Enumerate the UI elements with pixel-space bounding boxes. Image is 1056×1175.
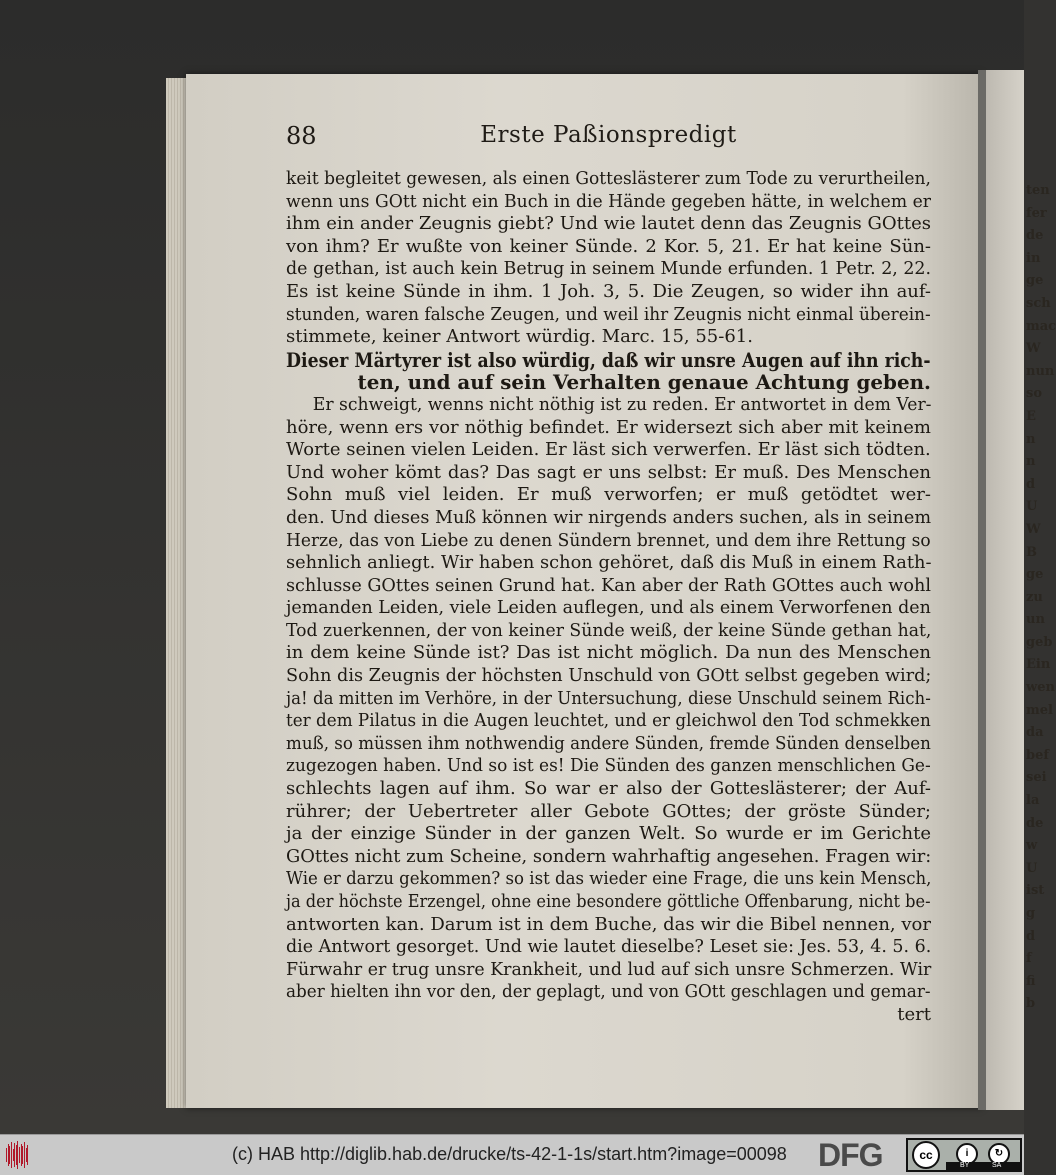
dfg-logo: DFG xyxy=(818,1137,883,1173)
text-line: antworten kan. Darum ist in dem Buche, das wir die Bibel nennen, vor xyxy=(286,913,931,935)
text-line: schlechts lagen auf ihm. So war er also der Gotteslästerer; der Auf- xyxy=(286,778,931,800)
text-line: aber hielten ihn vor den, der geplagt, und von GOtt geschlagen und gemar- xyxy=(286,981,931,1003)
text-line: de gethan, ist auch kein Betrug in seinem Munde erfunden. 1 Petr. 2, 22. xyxy=(286,258,932,280)
right-page-fragment: n xyxy=(1026,454,1036,470)
text-line: schlusse GOttes seinen Grund hat. Kan aber der Rath GOttes auch wohl xyxy=(286,574,931,596)
right-page-fragment: zu xyxy=(1026,589,1043,605)
right-page-fragment: la xyxy=(1026,793,1040,809)
book-page-right xyxy=(986,70,1056,1110)
right-page-fragment: da xyxy=(1026,725,1044,741)
right-page-fragment: ten xyxy=(1026,183,1050,198)
right-page-fragment: E xyxy=(1026,408,1036,424)
text-line: wenn uns GOtt nicht ein Buch in die Hände gegeben hätte, in welchem er xyxy=(286,190,932,212)
text-line: Und woher kömt das? Das sagt er uns selbst: Er muß. Des Menschen xyxy=(286,461,931,483)
right-page-fragment: U xyxy=(1026,499,1038,515)
text-line: höre, wenn ers vor nöthig befindet. Er widersezt sich aber mit keinem xyxy=(286,416,931,438)
text-line: Es ist keine Sünde in ihm. 1 Joh. 3, 5. Die Zeugen, so wider ihn auf- xyxy=(286,280,931,302)
catchword: tert xyxy=(897,1003,931,1025)
right-page-fragment: fi xyxy=(1026,973,1036,989)
right-page-fragment: fer xyxy=(1026,205,1047,221)
hab-logo-icon xyxy=(6,1141,28,1169)
text-line: muß, so müssen ihm nothwendig andere Sünden, fremde Sünden denselben xyxy=(286,732,931,754)
right-page-fragment: W xyxy=(1026,521,1041,537)
text-line: ja der einzige Sünder in der ganzen Welt. So wurde er im Gerichte xyxy=(286,823,931,845)
text-line: sehnlich anliegt. Wir haben schon gehöret, daß dis Muß in einem Rath- xyxy=(286,552,932,574)
text-line: ja der höchste Erzengel, ohne eine besondere göttliche Offenbarung, nicht be- xyxy=(286,891,931,912)
text-line: stunden, waren falsche Zeugen, und weil ihr Zeugnis nicht einmal überein- xyxy=(286,303,931,325)
cc-license-badge[interactable] xyxy=(906,1138,1022,1172)
book-gutter xyxy=(978,70,986,1110)
text-line: den. Und dieses Muß können wir nirgends anders suchen, als in seinem xyxy=(286,506,932,528)
text-line: Er schweigt, wenns nicht nöthig ist zu reden. Er antwortet in dem Ver- xyxy=(312,393,932,415)
footer-bar xyxy=(0,1134,1024,1175)
right-page-fragment: g xyxy=(1026,906,1036,921)
share-alike-icon: ↻ xyxy=(988,1143,1010,1165)
right-page-fragment: wen xyxy=(1026,680,1055,696)
right-page-fragment: W xyxy=(1026,341,1041,357)
right-page-fragment: b xyxy=(1026,996,1036,1012)
right-page-text xyxy=(986,180,1056,1016)
page-header xyxy=(286,122,931,152)
right-page-fragment: de xyxy=(1026,228,1044,244)
text-line: Herze, das von Liebe zu denen Sündern brennet, und dem ihre Rettung so xyxy=(286,529,931,551)
right-page-fragment: ist xyxy=(1026,883,1045,899)
running-title: Erste Paßionspredigt xyxy=(480,122,737,148)
text-line: von ihm? Er wußte von keiner Sünde. 2 Kor. 5, 21. Er hat keine Sün- xyxy=(286,235,931,257)
text-line: GOttes nicht zum Scheine, sondern wahrhaftig angesehen. Fragen wir: xyxy=(286,845,932,867)
right-page-fragment: geb xyxy=(1026,634,1053,650)
text-line: jemanden Leiden, viele Leiden auflegen, und als einem Verworfenen den xyxy=(286,597,931,619)
text-line: Fürwahr er trug unsre Krankheit, und lud auf sich unsre Schmerzen. Wir xyxy=(286,958,932,980)
right-page-fragment: d xyxy=(1026,928,1036,944)
text-line: keit begleitet gewesen, als einen Gotteslästerer zum Tode zu verurtheilen, xyxy=(286,168,931,189)
text-line: in dem keine Sünde ist? Das ist nicht möglich. Da nun des Menschen xyxy=(286,642,931,664)
license-strip xyxy=(946,1162,1020,1170)
text-line: zugezogen haben. Und so ist es! Die Sünden des ganzen menschlichen Ge- xyxy=(286,755,931,777)
text-line: Tod zuerkennen, der von keiner Sünde weiß, der keine Sünde gethan hat, xyxy=(286,619,932,641)
right-page-fragment: d xyxy=(1026,476,1036,492)
right-page-fragment: de xyxy=(1026,815,1044,831)
right-page-fragment: f xyxy=(1026,951,1032,967)
right-page-fragment: ge xyxy=(1026,567,1044,583)
section-heading-line: Dieser Märtyrer ist also würdig, daß wir unsre Augen auf ihn rich- xyxy=(286,347,931,372)
license-sa-label: SA xyxy=(992,1162,1002,1169)
right-page-fragment: B xyxy=(1026,544,1037,560)
text-line: ihm ein ander Zeugnis giebt? Und wie lautet denn das Zeugnis GOttes xyxy=(286,213,931,235)
right-page-fragment: mel xyxy=(1026,702,1053,718)
right-page-fragment: Ein xyxy=(1026,657,1051,673)
citation-link[interactable]: (c) HAB http://diglib.hab.de/drucke/ts-42-1-1s/start.htm?image=00098 xyxy=(232,1144,787,1164)
text-line: ja! da mitten im Verhöre, in der Untersuchung, diese Unschuld seinem Rich- xyxy=(286,687,931,709)
right-page-fragment: n xyxy=(1026,431,1036,447)
page-body-text xyxy=(286,168,931,1027)
license-by-label: BY xyxy=(960,1162,970,1169)
right-page-fragment: sch xyxy=(1026,295,1051,311)
attribution-icon: i xyxy=(956,1143,978,1165)
right-page-fragment: mac xyxy=(1026,318,1056,334)
right-page-fragment: nun xyxy=(1026,363,1055,379)
text-line: Sohn dis Zeugnis der höchsten Unschuld von GOtt selbst gegeben wird; xyxy=(286,665,932,687)
section-heading-line: ten, und auf sein Verhalten genaue Achtung geben. xyxy=(357,370,931,395)
right-page-fragment: un xyxy=(1026,612,1045,628)
text-line: Worte seinen vielen Leiden. Er läst sich verwerfen. Er läst sich tödten. xyxy=(286,439,931,461)
page-number: 88 xyxy=(286,122,317,150)
right-page-fragment: sei xyxy=(1026,770,1047,786)
right-page-fragment: w xyxy=(1026,838,1038,854)
right-page-fragment: in xyxy=(1026,250,1041,266)
cc-icon: cc xyxy=(912,1141,940,1169)
text-line: stimmete, keiner Antwort würdig. Marc. 15, 55-61. xyxy=(286,326,753,348)
right-page-fragment: U xyxy=(1026,860,1038,876)
right-page-fragment: bef xyxy=(1026,747,1049,763)
right-page-fragment: so xyxy=(1026,386,1042,402)
right-page-fragment: ge xyxy=(1026,273,1044,289)
text-line: Sohn muß viel leiden. Er muß verworfen; er muß getödtet wer- xyxy=(286,484,931,506)
text-line: rührer; der Uebertreter aller Gebote GOttes; der gröste Sünder; xyxy=(286,800,931,822)
text-line: ter dem Pilatus in die Augen leuchtet, und er gleichwol den Tod schmekken xyxy=(286,710,931,732)
text-line: die Antwort gesorget. Und wie lautet dieselbe? Leset sie: Jes. 53, 4. 5. 6. xyxy=(286,936,932,958)
text-line: Wie er darzu gekommen? so ist das wieder eine Frage, die uns kein Mensch, xyxy=(286,868,932,890)
